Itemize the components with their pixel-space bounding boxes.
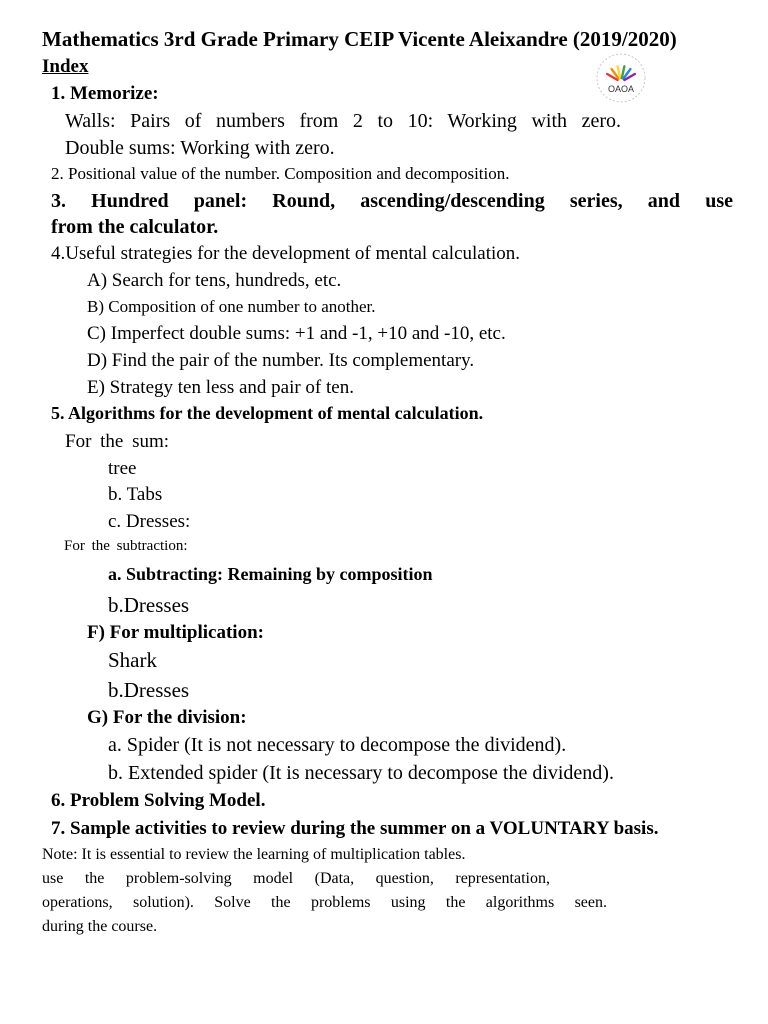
section-5-multiplication-item-b: b.Dresses	[108, 678, 190, 702]
section-7: 7. Sample activities to review during the summer on a VOLUNTARY basis.	[51, 818, 659, 839]
section-4-item-a: A) Search for tens, hundreds, etc.	[87, 270, 342, 291]
section-3-line-1: 3. Hundred panel: Round, ascending/descending series, and use	[51, 190, 733, 212]
section-5-sum-item-c: c. Dresses:	[108, 511, 191, 532]
section-5-division-heading: G) For the division:	[87, 707, 247, 728]
note-line-3: operations, solution). Solve the problems using the algorithms seen.	[42, 894, 607, 911]
section-4-item-d: D) Find the pair of the number. Its complementary.	[87, 350, 475, 371]
section-6: 6. Problem Solving Model.	[51, 790, 266, 811]
note-line-1: Note: It is essential to review the learning of multiplication tables.	[42, 846, 466, 863]
section-1-line-1: Walls: Pairs of numbers from 2 to 10: Working with zero.	[65, 110, 621, 132]
index-heading: Index	[42, 56, 89, 77]
section-4-item-b: B) Composition of one number to another.	[87, 297, 376, 316]
section-2: 2. Positional value of the number. Composition and decomposition.	[51, 164, 510, 183]
note-line-4: during the course.	[42, 918, 158, 935]
section-5-multiplication-item-a: Shark	[108, 648, 157, 672]
section-5-sum-label: For the sum:	[65, 431, 170, 452]
section-5-subtraction-item-b: b.Dresses	[108, 593, 190, 617]
section-5-division-item-a: a. Spider (It is not necessary to decompose the dividend).	[108, 734, 567, 756]
section-5-sum-item-b: b. Tabs	[108, 484, 163, 505]
section-5-division-item-b: b. Extended spider (It is necessary to decompose the dividend).	[108, 762, 614, 784]
section-5-subtraction-label: For the subtraction:	[64, 538, 188, 554]
section-4-heading: 4.Useful strategies for the development of mental calculation.	[51, 243, 521, 264]
school-logo	[592, 52, 650, 104]
note-line-2: use the problem-solving model (Data, question, representation,	[42, 870, 550, 887]
page-title: Mathematics 3rd Grade Primary CEIP Vicente Aleixandre (2019/2020)	[42, 27, 677, 51]
section-3-line-2: from the calculator.	[51, 216, 219, 238]
section-5-multiplication-heading: F) For multiplication:	[87, 622, 264, 643]
section-1-heading: 1. Memorize:	[51, 83, 159, 104]
logo-text: OAOA	[607, 84, 635, 94]
section-5-sum-item-a: tree	[108, 458, 137, 479]
section-1-line-2: Double sums: Working with zero.	[65, 137, 335, 159]
section-5-subtraction-item-a: a. Subtracting: Remaining by composition	[108, 564, 433, 584]
section-5-heading: 5. Algorithms for the development of mental calculation.	[51, 403, 484, 423]
section-4-item-c: C) Imperfect double sums: +1 and -1, +10 and -10, etc.	[87, 323, 506, 344]
section-4-item-e: E) Strategy ten less and pair of ten.	[87, 377, 354, 398]
